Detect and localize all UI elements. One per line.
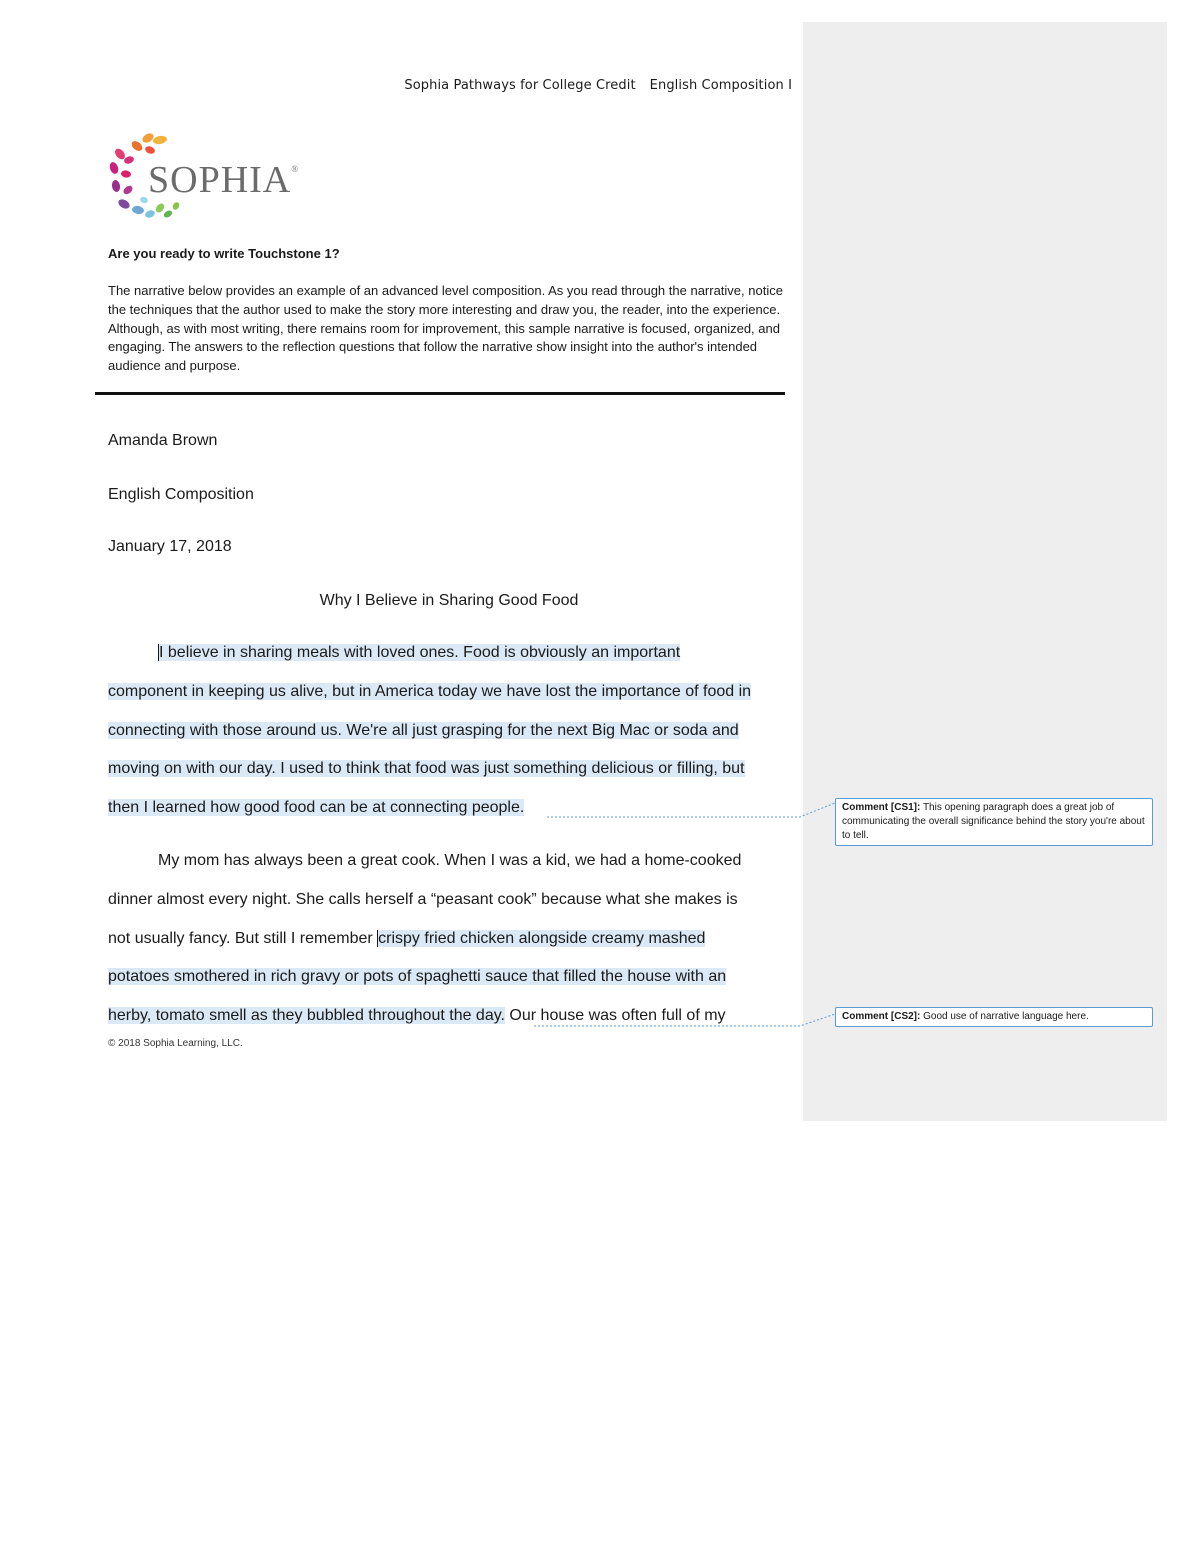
header-left: Sophia Pathways for College Credit — [404, 78, 636, 93]
course-name: English Composition — [108, 486, 254, 503]
paragraph-1-line[interactable]: connecting with those around us. We're all just grasping for the next Big Mac or soda and — [108, 721, 739, 739]
comment-margin-pane — [803, 22, 1167, 1121]
logo-petal — [144, 145, 156, 155]
essay-title: Why I Believe in Sharing Good Food — [319, 592, 579, 609]
paragraph-2-line[interactable]: My mom has always been a great cook. When I was a kid, we had a home-cooked — [158, 852, 742, 869]
section-divider — [95, 392, 785, 395]
comment-balloon-cs2[interactable] — [835, 1007, 1153, 1027]
logo-petal — [122, 184, 134, 196]
essay-date: January 17, 2018 — [108, 538, 232, 555]
logo-petal — [120, 170, 131, 179]
logo-petal — [108, 161, 120, 175]
intro-title: Are you ready to write Touchstone 1? — [108, 246, 340, 261]
logo-wordmark: SOPHIA® — [148, 159, 300, 201]
paragraph-1-line[interactable]: moving on with our day. I used to think that food was just something delicious or filling, but — [108, 760, 745, 778]
logo-petal — [154, 202, 166, 214]
logo-petal — [171, 201, 180, 211]
paragraph-2-line[interactable]: Our house was often full of my — [504, 1007, 726, 1025]
logo-petal — [144, 209, 156, 219]
paragraph-2-line[interactable]: not usually fancy. But still I remember — [108, 929, 378, 947]
highlighted-text[interactable]: potatoes smothered in rich gravy or pots of spaghetti sauce that filled the house with an — [108, 968, 727, 986]
logo-petal — [131, 205, 144, 215]
comment-balloon-cs1[interactable] — [835, 798, 1153, 846]
highlighted-text[interactable]: crispy fried chicken alongside creamy mashed — [378, 929, 706, 947]
paragraph-2-line[interactable]: dinner almost every night. She calls herself a “peasant cook” because what she makes is — [108, 890, 738, 908]
logo-petal — [130, 139, 144, 153]
comment-label: Comment [CS1]: — [842, 802, 921, 813]
paragraph-1-line[interactable]: then I learned how good food can be at connecting people. — [108, 799, 525, 817]
paragraph-1-line[interactable]: I believe in sharing meals with loved ones. Food is obviously an important — [159, 644, 681, 661]
logo-petal — [111, 179, 121, 192]
comment-text: This opening paragraph does a great job of communicating the overall significance behind the story you're about to tell. — [842, 802, 1145, 841]
intro-body: The narrative below provides an example of an advanced level composition. As you read through the narrative, notice the techniques that the author used to make the story more interesting and draw you, the reader, into the experience. Although, as with most writing, there remains room for improvement, this sample narrative is focused, organized, and engaging. The answers to the reflection questions that follow the narrative show insight into the author's intended audience and purpose. — [108, 283, 783, 374]
copyright-footer: © 2018 Sophia Learning, LLC. — [108, 1038, 243, 1049]
comment-label: Comment [CS2]: — [842, 1011, 921, 1022]
logo-petal — [141, 132, 155, 145]
highlighted-text[interactable]: herby, tomato smell as they bubbled throughout the day. — [108, 1007, 505, 1025]
paragraph-1[interactable] — [108, 634, 790, 828]
logo-petal — [152, 135, 167, 145]
paragraph-2[interactable] — [108, 842, 790, 1036]
header-right: English Composition I — [649, 78, 792, 93]
logo-petal — [163, 209, 174, 219]
paragraph-1-line[interactable]: component in keeping us alive, but in America today we have lost the importance of food in — [108, 682, 752, 700]
logo-petal — [117, 198, 131, 211]
comment-text: Good use of narrative language here. — [920, 1011, 1089, 1022]
author-name: Amanda Brown — [108, 432, 218, 449]
page-header — [0, 78, 792, 93]
